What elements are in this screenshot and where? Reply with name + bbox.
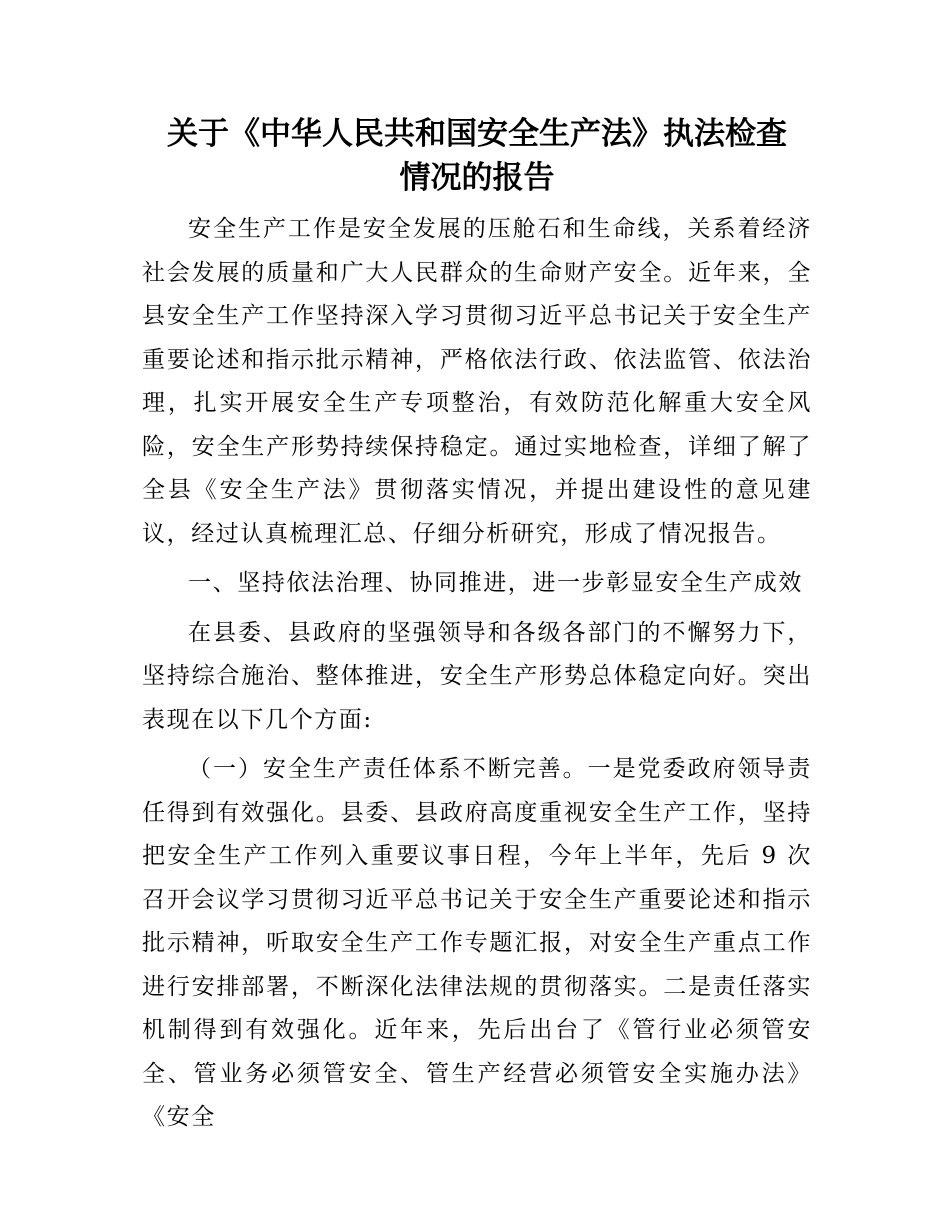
section-paragraph-1: 在县委、县政府的坚强领导和各级各部门的不懈努力下，坚持综合施治、整体推进，安全生产形势总体稳定向好。突出表现在以下几个方面: [142, 619, 812, 733]
title-line-1: 关于《中华人民共和国安全生产法》执法检查 [167, 116, 787, 152]
section-heading-1: 一、坚持依法治理、协同推进，进一步彰显安全生产成效 [188, 570, 803, 596]
intro-paragraph: 安全生产工作是安全发展的压舱石和生命线，关系着经济社会发展的质量和广大人民群众的生命财产安全。近年来，全县安全生产工作坚持深入学习贯彻习近平总书记关于安全生产重要论述和指示批示精神，严格依法行政、依法监管、依法治理，扎实开展安全生产专项整治，有效防范化解重大安全风险，安全生产形势持续保持稳定。通过实地检查，详细了解了全县《安全生产法》贯彻落实情况，并提出建设性的意见建议，经过认真梳理汇总、仔细分析研究，形成了情况报告。 [142, 216, 812, 547]
title-line-2: 情况的报告 [399, 160, 555, 196]
subsection-paragraph-1: （一）安全生产责任体系不断完善。一是党委政府领导责任得到有效强化。县委、县政府高度重视安全生产工作，坚持把安全生产工作列入重要议事日程，今年上半年，先后 9 次召开会议学习贯彻习近平总书记关于安全生产重要论述和指示批示精神，听取安全生产工作专题汇报，对安全生产重点工作进行安排部署，不断深化法律法规的贯彻落实。二是责任落实机制得到有效强化。近年来，先后出台了《管行业必须管安全、管业务必须管安全、管生产经营必须管安全实施办法》《安全 [142, 756, 812, 1130]
document-page [142, 112, 812, 1140]
document-title [142, 112, 812, 200]
